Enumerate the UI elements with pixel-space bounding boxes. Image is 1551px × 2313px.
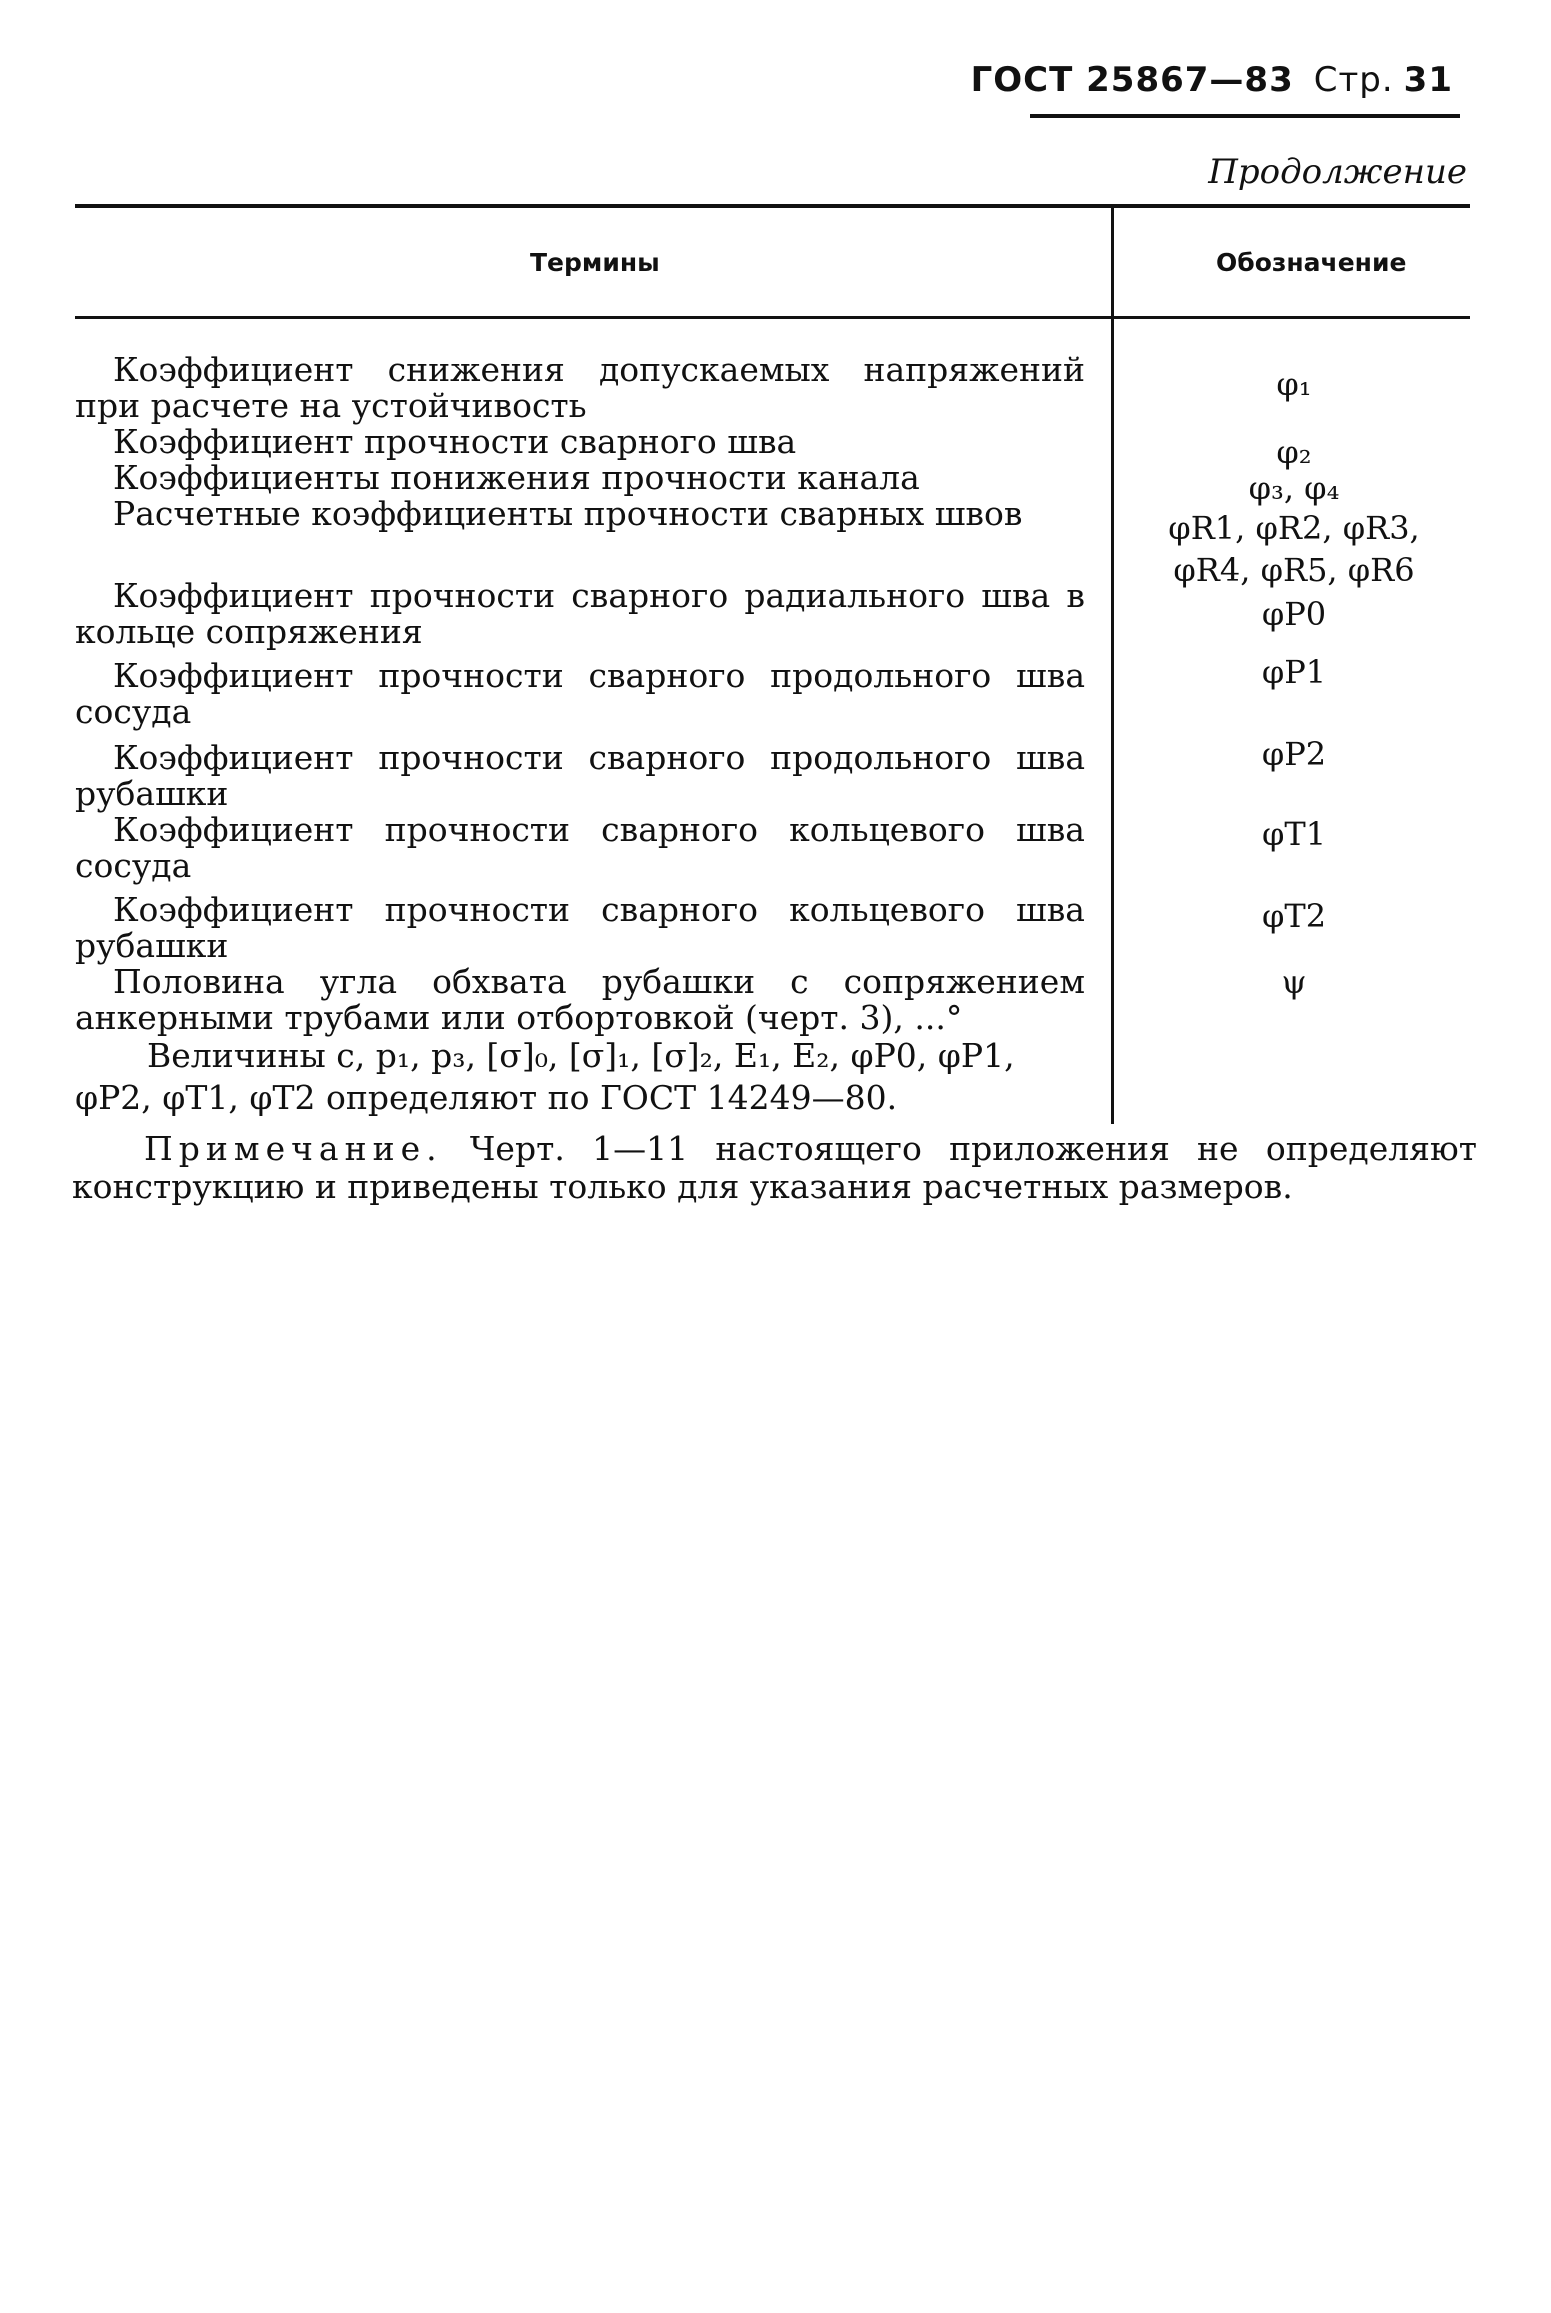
column-header-terms: Термины bbox=[530, 248, 660, 277]
term-row: Коэффициент прочности сварного кольцевого шва сосуда bbox=[75, 810, 1085, 885]
symbol-cell: φP2 bbox=[1261, 735, 1327, 773]
term-row: Расчетные коэффициенты прочности сварных швов bbox=[113, 494, 1023, 533]
symbol-cell: φ₃, φ₄ bbox=[1248, 469, 1340, 507]
term-row: Коэффициент снижения допускаемых напряжений при расчете на устойчивость bbox=[75, 350, 1085, 425]
note-paragraph bbox=[72, 1130, 1477, 1206]
term-row: Коэффициенты понижения прочности канала bbox=[113, 458, 920, 497]
table-header-rule bbox=[75, 316, 1470, 319]
continuation-label: Продолжение bbox=[1208, 152, 1467, 192]
values-line-1: Величины c, p₁, p₃, [σ]₀, [σ]₁, [σ]₂, E₁, E₂, φP0, φP1, bbox=[147, 1036, 1015, 1075]
page-label: Стр. bbox=[1313, 60, 1394, 100]
term-row: Коэффициент прочности сварного шва bbox=[113, 422, 797, 461]
page-header bbox=[971, 60, 1453, 100]
values-reference bbox=[75, 1035, 1105, 1119]
values-line-2: φP2, φT1, φT2 определяют по ГОСТ 14249—80. bbox=[75, 1078, 898, 1117]
symbol-cell: φP0 bbox=[1261, 595, 1327, 633]
table-top-rule bbox=[75, 204, 1470, 208]
term-row: Коэффициент прочности сварного кольцевого шва рубашки bbox=[75, 890, 1085, 965]
note-text: Черт. 1—11 настоящего приложения не определяют конструкцию и приведены только для указания расчетных размеров. bbox=[72, 1129, 1477, 1206]
symbol-cell: φ₂ bbox=[1276, 433, 1312, 471]
note-label: Примечание. bbox=[144, 1129, 443, 1168]
symbol-cell: φR4, φR5, φR6 bbox=[1173, 551, 1415, 589]
term-row: Коэффициент прочности сварного продольного шва сосуда bbox=[75, 656, 1085, 731]
term-row: Половина угла обхвата рубашки с сопряжением анкерными трубами или отбортовкой (черт. 3), ...° bbox=[75, 962, 1085, 1037]
column-header-designation: Обозначение bbox=[1216, 248, 1407, 277]
term-row: Коэффициент прочности сварного радиального шва в кольце сопряжения bbox=[75, 576, 1085, 651]
header-rule bbox=[1030, 114, 1460, 118]
symbol-cell: φ₁ bbox=[1276, 365, 1312, 403]
symbol-cell: φR1, φR2, φR3, bbox=[1168, 509, 1420, 547]
symbol-cell: φP1 bbox=[1261, 653, 1327, 691]
page-number: 31 bbox=[1403, 60, 1453, 100]
symbol-cell: φT2 bbox=[1261, 897, 1327, 935]
symbol-cell: ψ bbox=[1281, 963, 1307, 1001]
term-row: Коэффициент прочности сварного продольного шва рубашки bbox=[75, 738, 1085, 813]
symbol-cell: φT1 bbox=[1261, 815, 1327, 853]
standard-number: ГОСТ 25867—83 bbox=[970, 60, 1294, 100]
